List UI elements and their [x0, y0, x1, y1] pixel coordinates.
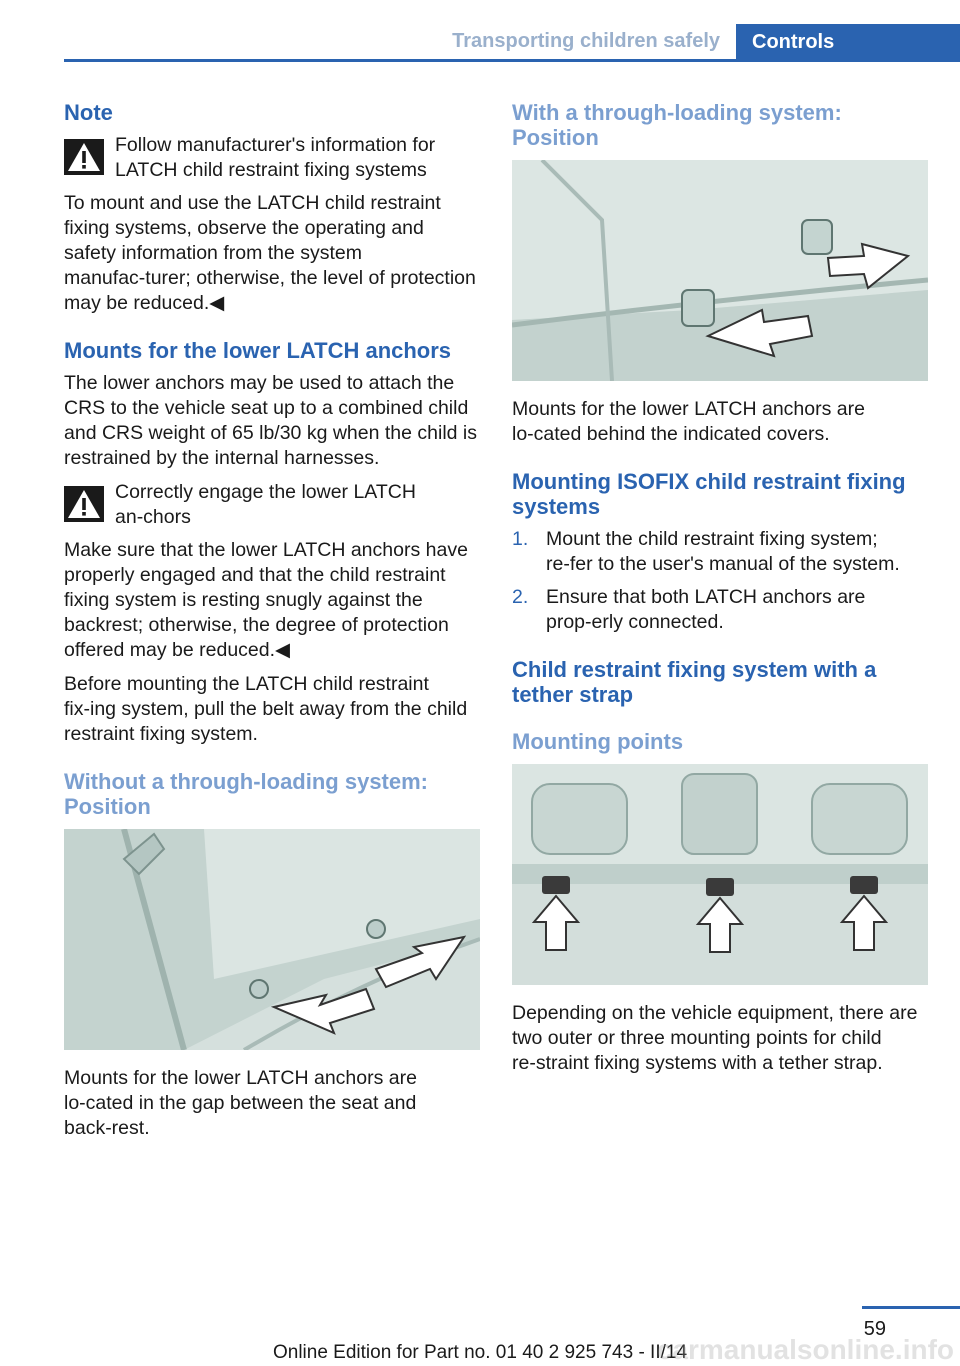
- header-rule: [64, 59, 960, 62]
- without-caption: Mounts for the lower LATCH anchors are lo‑cated in the gap between the seat and back‑rest.: [64, 1067, 417, 1139]
- step-text: Mount the child restraint fixing system; re‑fer to the user's manual of the system.: [546, 528, 900, 575]
- isofix-steps: [512, 527, 928, 635]
- figure-mounting-points: [512, 764, 928, 985]
- note-warning-text: Follow manufacturer's information for LATCH child restraint fixing systems: [115, 134, 436, 181]
- header-section-title: Transporting children safely: [452, 30, 720, 52]
- with-caption: Mounts for the lower LATCH anchors are lo‑cated behind the indicated covers.: [512, 398, 865, 445]
- edition-text: Online Edition for Part no. 01 40 2 925 743 - II/14: [272, 1342, 688, 1363]
- note-body: To mount and use the LATCH child restraint fixing systems, observe the operating and safety information from the system manufac‑turer; otherwise, the level of protection may be reduced.◀: [64, 192, 476, 314]
- right-column: [512, 100, 928, 1085]
- step-number: 1.: [512, 528, 529, 550]
- watermark: carmanualsonline.info: [656, 1334, 954, 1365]
- without-heading: Without a through-loading system: Position: [64, 769, 428, 819]
- engage-body: Make sure that the lower LATCH anchors have properly engaged and that the child restraint fixing system is resting snugly against the backrest; otherwise, the degree of protection offered may be reduced.◀: [64, 539, 468, 661]
- tether-heading: Child restraint fixing system with a tether strap: [512, 657, 877, 707]
- step-number: 2.: [512, 586, 529, 608]
- isofix-heading: Mounting ISOFIX child restraint fixing systems: [512, 469, 906, 519]
- list-item: [512, 527, 928, 577]
- step-text: Ensure that both LATCH anchors are prop‑erly connected.: [546, 586, 866, 633]
- warning-triangle-icon: [64, 486, 104, 522]
- header-chapter-tab: Controls: [736, 24, 960, 62]
- left-column: [64, 100, 480, 1150]
- engage-warning-text: Correctly engage the lower LATCH an‑chors: [115, 481, 416, 528]
- figure-through-loading: [512, 160, 928, 381]
- footer-rule: [862, 1306, 960, 1309]
- page-number: 59: [863, 1318, 886, 1340]
- engage-warning: [64, 480, 480, 530]
- mounts-body: The lower anchors may be used to attach the CRS to the vehicle seat up to a combined child and CRS weight of 65 lb/30 kg when the child is restrained by the internal harnesses.: [64, 372, 477, 469]
- page-footer: [0, 1298, 960, 1365]
- before-body: Before mounting the LATCH child restraint fix‑ing system, pull the belt away from the child restraint fixing system.: [64, 673, 468, 745]
- list-item: [512, 585, 928, 635]
- points-caption: Depending on the vehicle equipment, there are two outer or three mounting points for child re‑straint fixing systems with a tether strap.: [512, 1002, 918, 1074]
- mounts-heading: Mounts for the lower LATCH anchors: [64, 338, 452, 363]
- figure-seat-gap: [64, 829, 480, 1050]
- warning-triangle-icon: [64, 139, 104, 175]
- note-warning: [64, 133, 480, 183]
- points-heading: Mounting points: [512, 729, 684, 754]
- note-heading: Note: [64, 100, 113, 125]
- with-heading: With a through-loading system: Position: [512, 100, 842, 150]
- page-header: [64, 24, 960, 62]
